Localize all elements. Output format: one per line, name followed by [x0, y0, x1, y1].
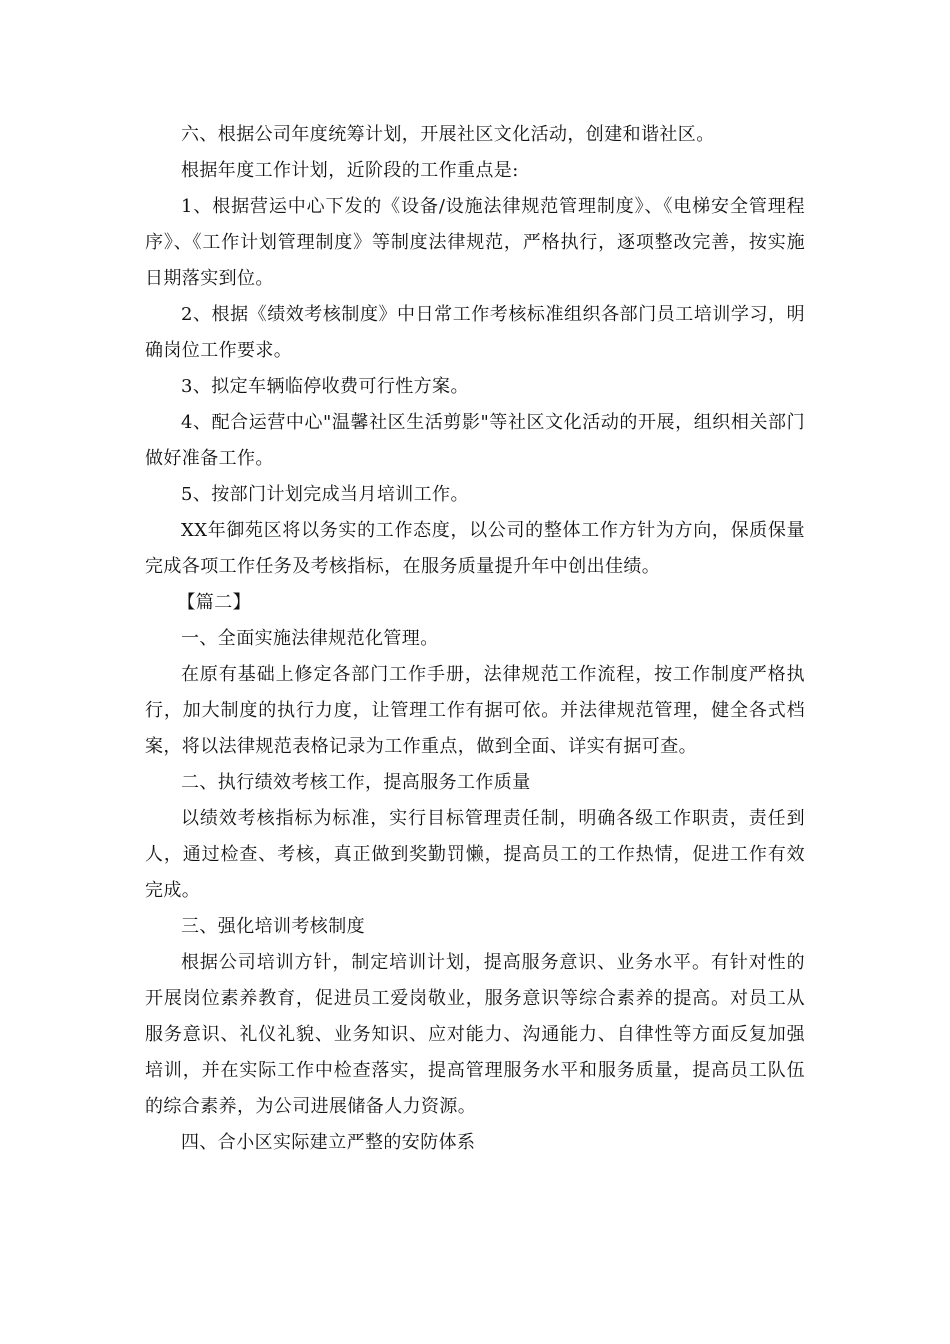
- paragraph-focus-1: 1、根据营运中心下发的《设备/设施法律规范管理制度》、《电梯安全管理程序》、《工作计划管理制度》等制度法律规范，严格执行，逐项整改完善，按实施日期落实到位。: [145, 196, 805, 289]
- paragraph-focus-3: 3、拟定车辆临停收费可行性方案。: [181, 376, 469, 397]
- section-heading-2: 二、执行绩效考核工作，提高服务工作质量: [181, 772, 531, 793]
- paragraph-section-1: 在原有基础上修定各部门工作手册，法律规范工作流程，按工作制度严格执行，加大制度的执行力度，让管理工作有据可依。并法律规范管理，健全各式档案，将以法律规范表格记录为工作重点，做到全面、详实有据可查。: [145, 664, 805, 757]
- section-heading-3: 三、强化培训考核制度: [181, 916, 365, 937]
- paragraph-focus-5: 5、按部门计划完成当月培训工作。: [181, 484, 469, 505]
- paragraph-focus-2: 2、根据《绩效考核制度》中日常工作考核标准组织各部门员工培训学习，明确岗位工作要求。: [145, 304, 805, 361]
- document-body: [145, 117, 805, 1161]
- section-heading-4: 四、合小区实际建立严整的安防体系: [181, 1132, 476, 1153]
- paragraph-summary: XX年御苑区将以务实的工作态度，以公司的整体工作方针为方向，保质保量完成各项工作任务及考核指标，在服务质量提升年中创出佳绩。: [145, 520, 805, 577]
- paragraph-item-6: 六、根据公司年度统筹计划，开展社区文化活动，创建和谐社区。: [181, 124, 715, 145]
- paragraph-section-2: 以绩效考核指标为标准，实行目标管理责任制，明确各级工作职责，责任到人，通过检查、考核，真正做到奖勤罚懒，提高员工的工作热情，促进工作有效完成。: [145, 808, 805, 901]
- paragraph-focus-4: 4、配合运营中心"温馨社区生活剪影"等社区文化活动的开展，组织相关部门做好准备工作。: [145, 412, 805, 469]
- paragraph-recent-focus: 根据年度工作计划，近阶段的工作重点是:: [181, 160, 519, 181]
- paragraph-section-3: 根据公司培训方针，制定培训计划，提高服务意识、业务水平。有针对性的开展岗位素养教育，促进员工爱岗敬业，服务意识等综合素养的提高。对员工从服务意识、礼仪礼貌、业务知识、应对能力、沟通能力、自律性等方面反复加强培训，并在实际工作中检查落实，提高管理服务水平和服务质量，提高员工队伍的综合素养，为公司进展储备人力资源。: [145, 952, 805, 1117]
- section-heading-part-two: 【篇二】: [177, 592, 251, 613]
- section-heading-1: 一、全面实施法律规范化管理。: [181, 628, 439, 649]
